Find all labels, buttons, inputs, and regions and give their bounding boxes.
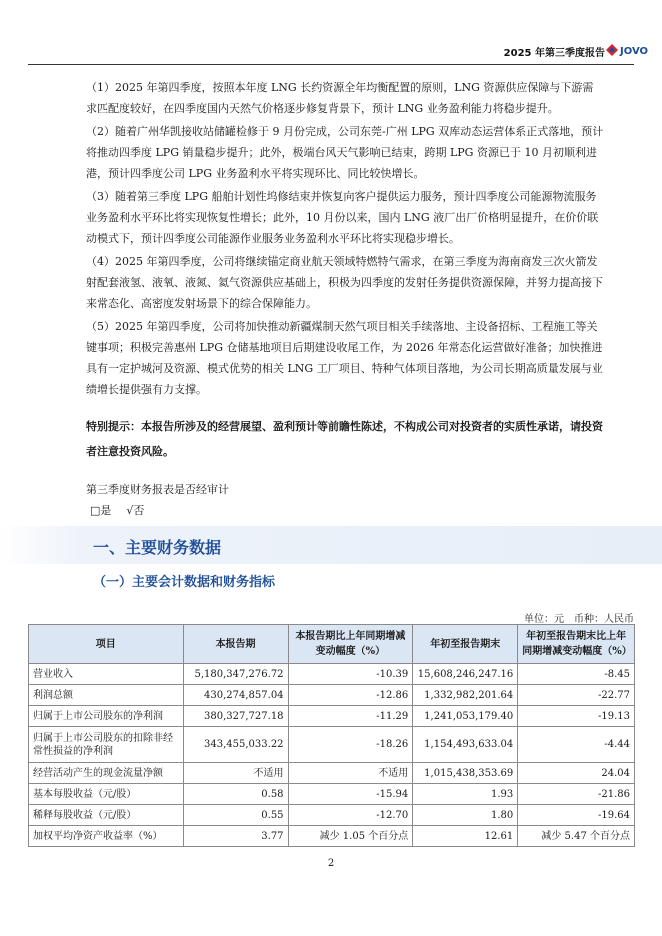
table-cell: -10.39 — [288, 664, 413, 685]
table-cell: -15.94 — [288, 784, 413, 805]
page-header — [0, 0, 662, 70]
table-row — [29, 727, 635, 763]
table-header-row — [29, 625, 635, 664]
unit-currency-note: 单位：元 币种：人民币 — [524, 614, 634, 625]
row-label: 加权平均净资产收益率（%） — [29, 826, 184, 847]
paragraph-3: （3）随着第三季度 LPG 船舶计划性坞修结束并恢复向客户提供运力服务，预计四季度公司能源物流服务业务盈利水平环比将实现恢复性增长；此外，10 月份以来，国内 LNG 液厂出厂价格明显提升，在价价联动模式下，预计四季度公司能源作业服务业务盈利水平环比将实现稳步增长。 — [86, 190, 599, 245]
table-cell: 343,455,033.22 — [183, 727, 288, 763]
section-title: 一、主要财务数据 — [93, 538, 222, 557]
table-cell: -19.64 — [518, 805, 635, 826]
table-row — [29, 706, 635, 727]
table-cell: -12.70 — [288, 805, 413, 826]
report-title: 2025 年第三季度报告 — [503, 48, 605, 59]
table-row — [29, 805, 635, 826]
table-cell: 1,332,982,201.64 — [413, 685, 518, 706]
column-header: 年初至报告期末比上年同期增减变动幅度（%） — [518, 625, 635, 664]
table-cell: 1.93 — [413, 784, 518, 805]
table-cell: 减少 5.47 个百分点 — [518, 826, 635, 847]
page-number: 2 — [327, 858, 335, 869]
table-cell: 0.55 — [183, 805, 288, 826]
table-cell: -21.86 — [518, 784, 635, 805]
row-label: 经营活动产生的现金流量净额 — [29, 763, 184, 784]
outlook-paragraphs — [86, 77, 604, 400]
table-cell: 不适用 — [183, 763, 288, 784]
table-cell: 380,327,727.18 — [183, 706, 288, 727]
svg-text:JOVO: JOVO — [620, 46, 648, 57]
risk-notice: 特别提示：本报告所涉及的经营展望、盈利预计等前瞻性陈述，不构成公司对投资者的实质性承诺，请投资者注意投资风险。 — [86, 420, 603, 458]
audit-no-checkbox: √否 — [126, 504, 145, 517]
table-cell: 3.77 — [183, 826, 288, 847]
table-cell: 24.04 — [518, 763, 635, 784]
financial-indicators-table — [28, 624, 635, 847]
row-label: 稀释每股收益（元/股） — [29, 805, 184, 826]
row-label: 营业收入 — [29, 664, 184, 685]
table-cell: 1,154,493,633.04 — [413, 727, 518, 763]
header-divider — [28, 64, 634, 65]
paragraph-5: （5）2025 年第四季度，公司将加快推动新疆煤制天然气项目相关手续落地、主设备招标、工程施工等关键事项；积极完善惠州 LPG 仓储基地项目后期建设收尾工作，为 2026 年常态化运营做好准备；加快推进具有一定护城河及资源、模式优势的相关 LNG 工厂项目、特种气体项目落地，为公司长期高质量发展与业绩增长提供强有力支撑。 — [86, 320, 603, 396]
audit-yes-checkbox: □是 — [90, 504, 112, 517]
row-label: 基本每股收益（元/股） — [29, 784, 184, 805]
table-cell: -4.44 — [518, 727, 635, 763]
paragraph-1: （1）2025 年第四季度，按照本年度 LNG 长约资源全年均衡配置的原则，LNG 资源供应保障与下游需求匹配度较好，在四季度国内天然气价格逐步修复背景下，预计 LNG 业务盈利能力将稳步提升。 — [86, 81, 594, 115]
table-cell: 5,180,347,276.72 — [183, 664, 288, 685]
column-header: 项目 — [29, 625, 184, 664]
table-cell: -19.13 — [518, 706, 635, 727]
row-label: 利润总额 — [29, 685, 184, 706]
paragraph-4: （4）2025 年第四季度，公司将继续锚定商业航天领域特燃特气需求，在第三季度为海南商发三次火箭发射配套液氢、液氧、液氮、氦气资源供应基础上，积极为四季度的发射任务提供资源保障，并努力提高接下来常态化、高密度发射场景下的综合保障能力。 — [86, 255, 603, 310]
table-cell: 不适用 — [288, 763, 413, 784]
table-cell: -12.86 — [288, 685, 413, 706]
column-header: 本报告期 — [183, 625, 288, 664]
table-cell: 15,608,246,247.16 — [413, 664, 518, 685]
row-label: 归属于上市公司股东的扣除非经常性损益的净利润 — [29, 727, 184, 763]
table-cell: 减少 1.05 个百分点 — [288, 826, 413, 847]
jovo-logo — [604, 42, 648, 58]
table-row — [29, 664, 635, 685]
table-row — [29, 685, 635, 706]
table-cell: 1,015,438,353.69 — [413, 763, 518, 784]
table-cell: -18.26 — [288, 727, 413, 763]
row-label: 归属于上市公司股东的净利润 — [29, 706, 184, 727]
audit-question: 第三季度财务报表是否经审计 — [86, 483, 229, 496]
table-cell: 1.80 — [413, 805, 518, 826]
table-cell: -8.45 — [518, 664, 635, 685]
table-cell: -11.29 — [288, 706, 413, 727]
table-cell: 430,274,857.04 — [183, 685, 288, 706]
table-cell: 12.61 — [413, 826, 518, 847]
column-header: 本报告期比上年同期增减变动幅度（%） — [288, 625, 413, 664]
table-cell: -22.77 — [518, 685, 635, 706]
table-cell: 0.58 — [183, 784, 288, 805]
column-header: 年初至报告期末 — [413, 625, 518, 664]
table-row — [29, 826, 635, 847]
subsection-title: （一）主要会计数据和财务指标 — [93, 575, 276, 590]
table-row — [29, 763, 635, 784]
table-cell: 1,241,053,179.40 — [413, 706, 518, 727]
table-row — [29, 784, 635, 805]
paragraph-2: （2）随着广州华凯接收站储罐检修于 9 月份完成，公司东莞-广州 LPG 双库动态运营体系正式落地，预计将推动四季度 LPG 销量稳步提升；此外，极端台风天气影响已结束，跨期 LPG 资源已于 10 月初顺利进港，预计四季度公司 LPG 业务盈利水平将实现环比、同比较快增长。 — [86, 125, 604, 180]
audit-answer — [90, 502, 144, 518]
